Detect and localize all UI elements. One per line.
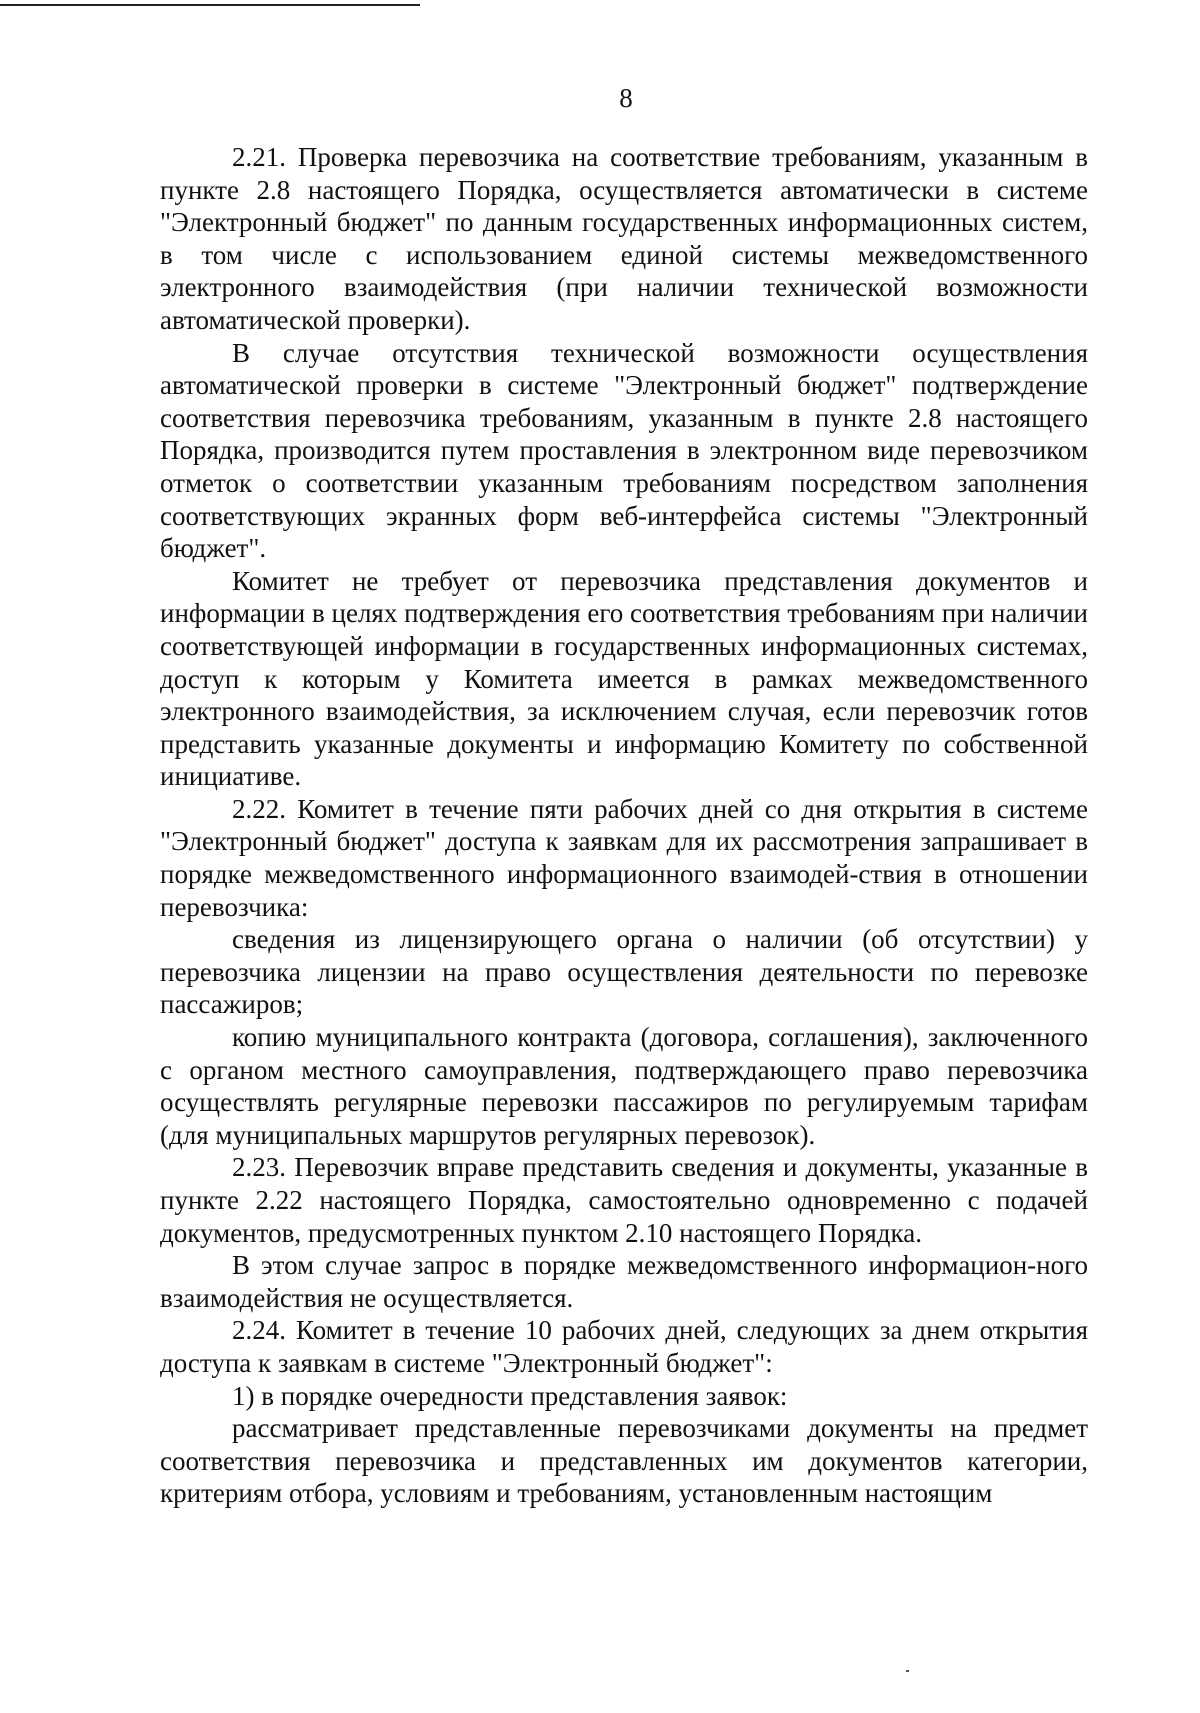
paragraph-item-1: 1) в порядке очередности представления заявок: <box>232 1380 788 1411</box>
paragraph-2-22: 2.22. Комитет в течение пяти рабочих дней со дня открытия в системе "Электронный бюджет" доступа к заявкам для их рассмотрения запрашивает в порядке межведомственного информационного взаимодей-ствия в отношении перевозчика: <box>160 793 1088 922</box>
paragraph-no-request: В этом случае запрос в порядке межведомственного информацион-ного взаимодействия не осуществляется. <box>160 1250 1088 1313</box>
document-body <box>160 141 1088 1510</box>
paragraph-no-auto-check: В случае отсутствия технической возможности осуществления автоматической проверки в системе "Электронный бюджет" подтверждение соответствия перевозчика требованиям, указанным в пункте 2.8 настоящего Порядка, производится путем проставления в электронном виде перевозчиком отметок о соответствии указанным требованиям посредством заполнения соответствующих экранных форм веб-интерфейса системы "Электронный бюджет". <box>160 337 1088 564</box>
paragraph-2-23: 2.23. Перевозчик вправе представить сведения и документы, указанные в пункте 2.22 настоящего Порядка, самостоятельно одновременно с подачей документов, предусмотренных пунктом 2.10 настоящего Порядка. <box>160 1152 1088 1248</box>
paragraph-license-info: сведения из лицензирующего органа о наличии (об отсутствии) у перевозчика лицензии на право осуществления деятельности по перевозке пассажиров; <box>160 924 1088 1020</box>
paragraph-reviews-docs: рассматривает представленные перевозчиками документы на предмет соответствия перевозчика и представленных им документов категории, критериям отбора, условиям и требованиям, установленным настоящим <box>160 1413 1088 1509</box>
paragraph-committee-no-docs: Комитет не требует от перевозчика представления документов и информации в целях подтверждения его соответствия требованиям при наличии соответствующей информации в государственных информационных системах, доступ к которым у Комитета имеется в рамках межведомственного электронного взаимодействия, за исключением случая, если перевозчик готов представить указанные документы и информацию Комитету по собственной инициативе. <box>160 565 1088 792</box>
paragraph-2-21: 2.21. Проверка перевозчика на соответствие требованиям, указанным в пункте 2.8 настоящего Порядка, осуществляется автоматически в системе "Электронный бюджет" по данным государственных информационных систем, в том числе с использованием единой системы межведомственного электронного взаимодействия (при наличии технической возможности автоматической проверки). <box>160 142 1088 335</box>
scan-speck <box>906 1670 909 1672</box>
paragraph-2-24: 2.24. Комитет в течение 10 рабочих дней, следующих за днем открытия доступа к заявкам в системе "Электронный бюджет": <box>160 1315 1088 1378</box>
paragraph-contract-copy: копию муниципального контракта (договора, соглашения), заключенного с органом местного самоуправления, подтверждающего право перевозчика осуществлять регулярные перевозки пассажиров по регулируемым тарифам (для муниципальных маршрутов регулярных перевозок). <box>160 1022 1088 1150</box>
scan-border-line <box>0 4 420 6</box>
page-number: 8 <box>619 83 633 113</box>
